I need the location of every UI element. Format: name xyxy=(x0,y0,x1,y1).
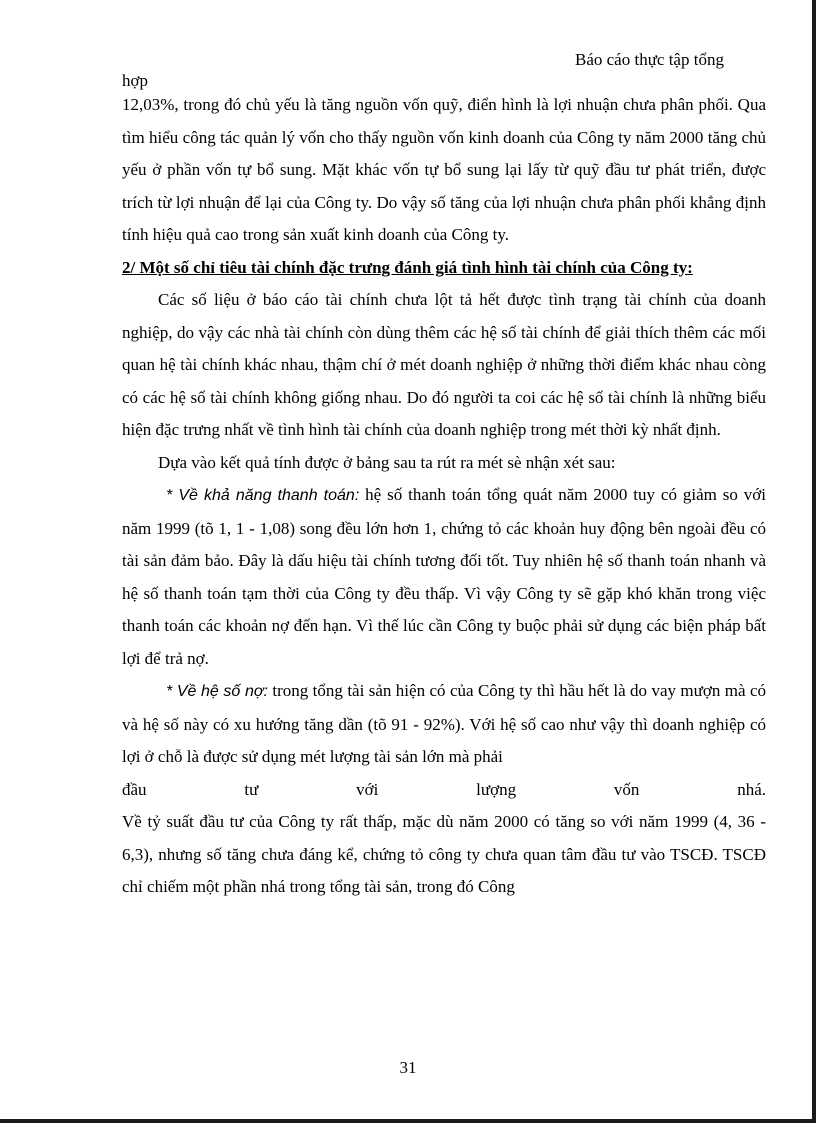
solvency-label: * Về khả năng thanh toán: xyxy=(166,487,360,504)
debt-ratio-text: trong tổng tài sản hiện có của Công ty thì hầu hết là do vay mượn mà có và hệ số này có xu hướng tăng dần (tõ 91 - 92%). Với hệ số cao như vậy thì doanh nghiệp có lợi ở chỗ là được sử dụng mét lượng tài sản lớn mà phải xyxy=(122,681,767,766)
intro-paragraph: 12,03%, trong đó chủ yếu là tăng nguồn vốn quỹ, điển hình là lợi nhuận chưa phân phối. Qua tìm hiểu công tác quản lý vốn cho thấy nguồn vốn kinh doanh của Công ty năm 2000 tăng chủ yếu ở phần vốn tự bổ sung. Mặt khác vốn tự bổ sung lại lấy từ quỹ đầu tư phát triển, được trích từ lợi nhuận để lại của Công ty. Do vậy số tăng của lợi nhuận chưa phân phối khẳng định tính hiệu quả cao trong sản xuất kinh doanh của Công ty. xyxy=(122,95,766,244)
spread-word: tư xyxy=(244,779,259,799)
paragraph-financial-ratios: Các số liệu ở báo cáo tài chính chưa lột tả hết được tình trạng tài chính của doanh nghiệp, do vậy các nhà tài chính còn dùng thêm các hệ số tài chính để giải thích thêm các mối quan hệ tài chính khác nhau, thậm chí ở mét doanh nghiệp ở những thời điểm khác nhau còng có các hệ số tài chính không giống nhau. Do đó người ta coi các hệ số tài chính là những biểu hiện đặc trưng nhất về tình hình tài chính của doanh nghiệp trong mét thời kỳ nhất định. xyxy=(122,290,766,439)
section-heading: 2/ Một số chỉ tiêu tài chính đặc trưng đánh giá tình hình tài chính của Công ty: xyxy=(122,257,693,277)
header-title: Báo cáo thực tập tổng xyxy=(575,50,724,69)
spread-word: lượng xyxy=(476,779,517,799)
header-title-wrap: hợp xyxy=(122,71,148,90)
spread-word: nhá. xyxy=(737,779,766,799)
debt-ratio-label: * Về hệ số nợ: xyxy=(166,683,268,700)
paragraph-observations-intro: Dựa vào kết quả tính được ở bảng sau ta rút ra mét sè nhận xét sau: xyxy=(158,452,616,472)
paragraph-solvency xyxy=(122,479,766,675)
solvency-text: hệ số thanh toán tổng quát năm 2000 tuy có giảm so với năm 1999 (tõ 1, 1 - 1,08) song đều lớn hơn 1, chứng tỏ các khoản huy động bên ngoài đều có tài sản đảm bảo. Đây là dấu hiệu tài chính tương đối tốt. Tuy nhiên hệ số thanh toán nhanh và hệ số thanh toán tạm thời của Công ty đều thấp. Vì vậy Công ty sẽ gặp khó khăn trong việc thanh toán các khoản nợ đến hạn. Vì thế lúc cần Công ty buộc phải sử dụng các biện pháp bất lợi để trả nợ. xyxy=(122,485,766,668)
paragraph-investment-ratio: Về tỷ suất đầu tư của Công ty rất thấp, mặc dù năm 2000 có tăng so với năm 1999 (4, 36 - 6,3), nhưng số tăng chưa đáng kể, chứng tỏ công ty chưa quan tâm đầu tư vào TSCĐ. TSCĐ chỉ chiếm một phần nhá trong tổng tài sản, trong đó Công xyxy=(122,812,766,896)
spread-word: với xyxy=(356,779,379,799)
page-number: 31 xyxy=(399,1058,417,1077)
spread-word: đầu xyxy=(122,779,147,799)
paragraph-debt-ratio xyxy=(122,675,766,774)
spread-word: vốn xyxy=(613,779,640,799)
document-body xyxy=(122,89,766,904)
spread-line xyxy=(122,774,766,807)
